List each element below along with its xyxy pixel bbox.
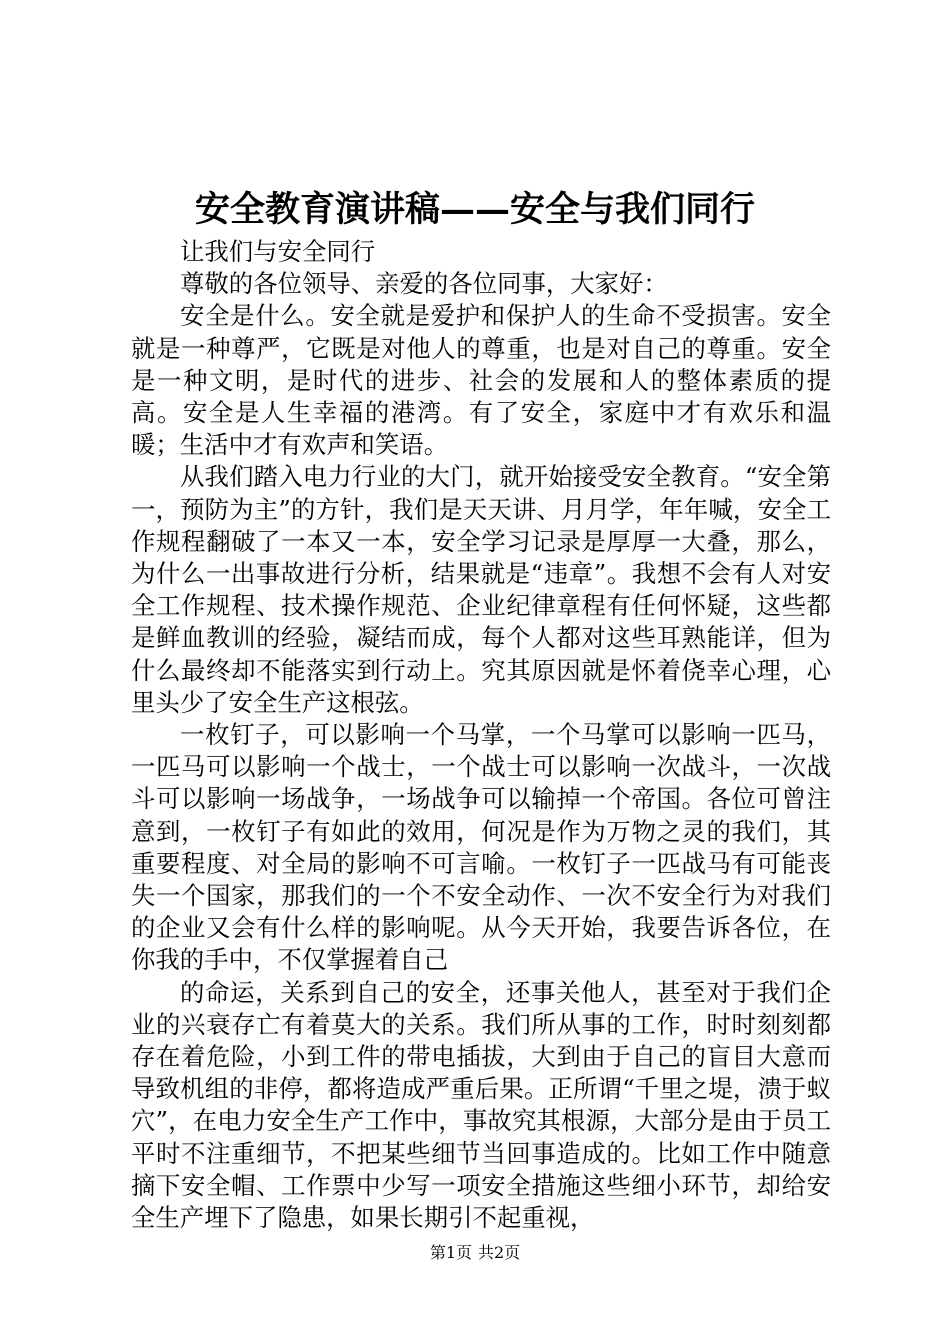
page-total: 共2页 [478,1243,521,1262]
page-number: 第1页 [429,1243,472,1262]
page-footer [0,1243,950,1263]
paragraph-what-is-safety: 安全是什么。安全就是爱护和保护人的生命不受损害。安全就是一种尊严，它既是对他人的尊重，也是对自己的尊重。安全是一种文明，是时代的进步、社会的发展和人的整体素质的提高。安全是人生幸福的港湾。有了安全，家庭中才有欢乐和温暖；生活中才有欢声和笑语。 [131,301,831,460]
document-body [131,236,831,1234]
paragraph-nail-analogy: 一枚钉子，可以影响一个马掌，一个马掌可以影响一匹马，一匹马可以影响一个战士，一个战士可以影响一次战斗，一次战斗可以影响一场战争，一场战争可以输掉一个帝国。各位可曾注意到，一枚钉子有如此的效用，何况是作为万物之灵的我们，其重要程度、对全局的影响不可言喻。一枚钉子一匹战马有可能丧失一个国家，那我们的一个不安全动作、一次不安全行为对我们的企业又会有什么样的影响呢。从今天开始，我要告诉各位，在你我的手中，不仅掌握着自己 [131,720,831,975]
paragraph-subtitle: 让我们与安全同行 [180,237,376,266]
paragraph-safety-education: 从我们踏入电力行业的大门，就开始接受安全教育。“安全第一，预防为主”的方针，我们是天天讲、月月学，年年喊，安全工作规程翻破了一本又一本，安全学习记录是厚厚一大叠，那么，为什么一出事故进行分析，结果就是“违章”。我想不会有人对安全工作规程、技术操作规范、企业纪律章程有任何怀疑，这些都是鲜血教训的经验，凝结而成，每个人都对这些耳熟能详，但为什么最终却不能落实到行动上。究其原因就是怀着侥幸心理，心里头少了安全生产这根弦。 [131,462,831,717]
document-title: 安全教育演讲稿——安全与我们同行 [194,189,755,230]
paragraph-greeting: 尊敬的各位领导、亲爱的各位同事，大家好： [180,269,668,299]
paragraph-fate-and-details: 的命运，关系到自己的安全，还事关他人，甚至对于我们企业的兴衰存亡有着莫大的关系。我们所从事的工作，时时刻刻都存在着危险，小到工件的带电插拔，大到由于自己的盲目大意而导致机组的非停，都将造成严重后果。正所谓“千里之堤，溃于蚁穴”，在电力安全生产工作中，事故究其根源，大部分是由于员工平时不注重细节，不把某些细节当回事造成的。比如工作中随意摘下安全帽、工作票中少写一项安全措施这些细小环节，却给安全生产埋下了隐患，如果长期引不起重视， [131,977,831,1233]
